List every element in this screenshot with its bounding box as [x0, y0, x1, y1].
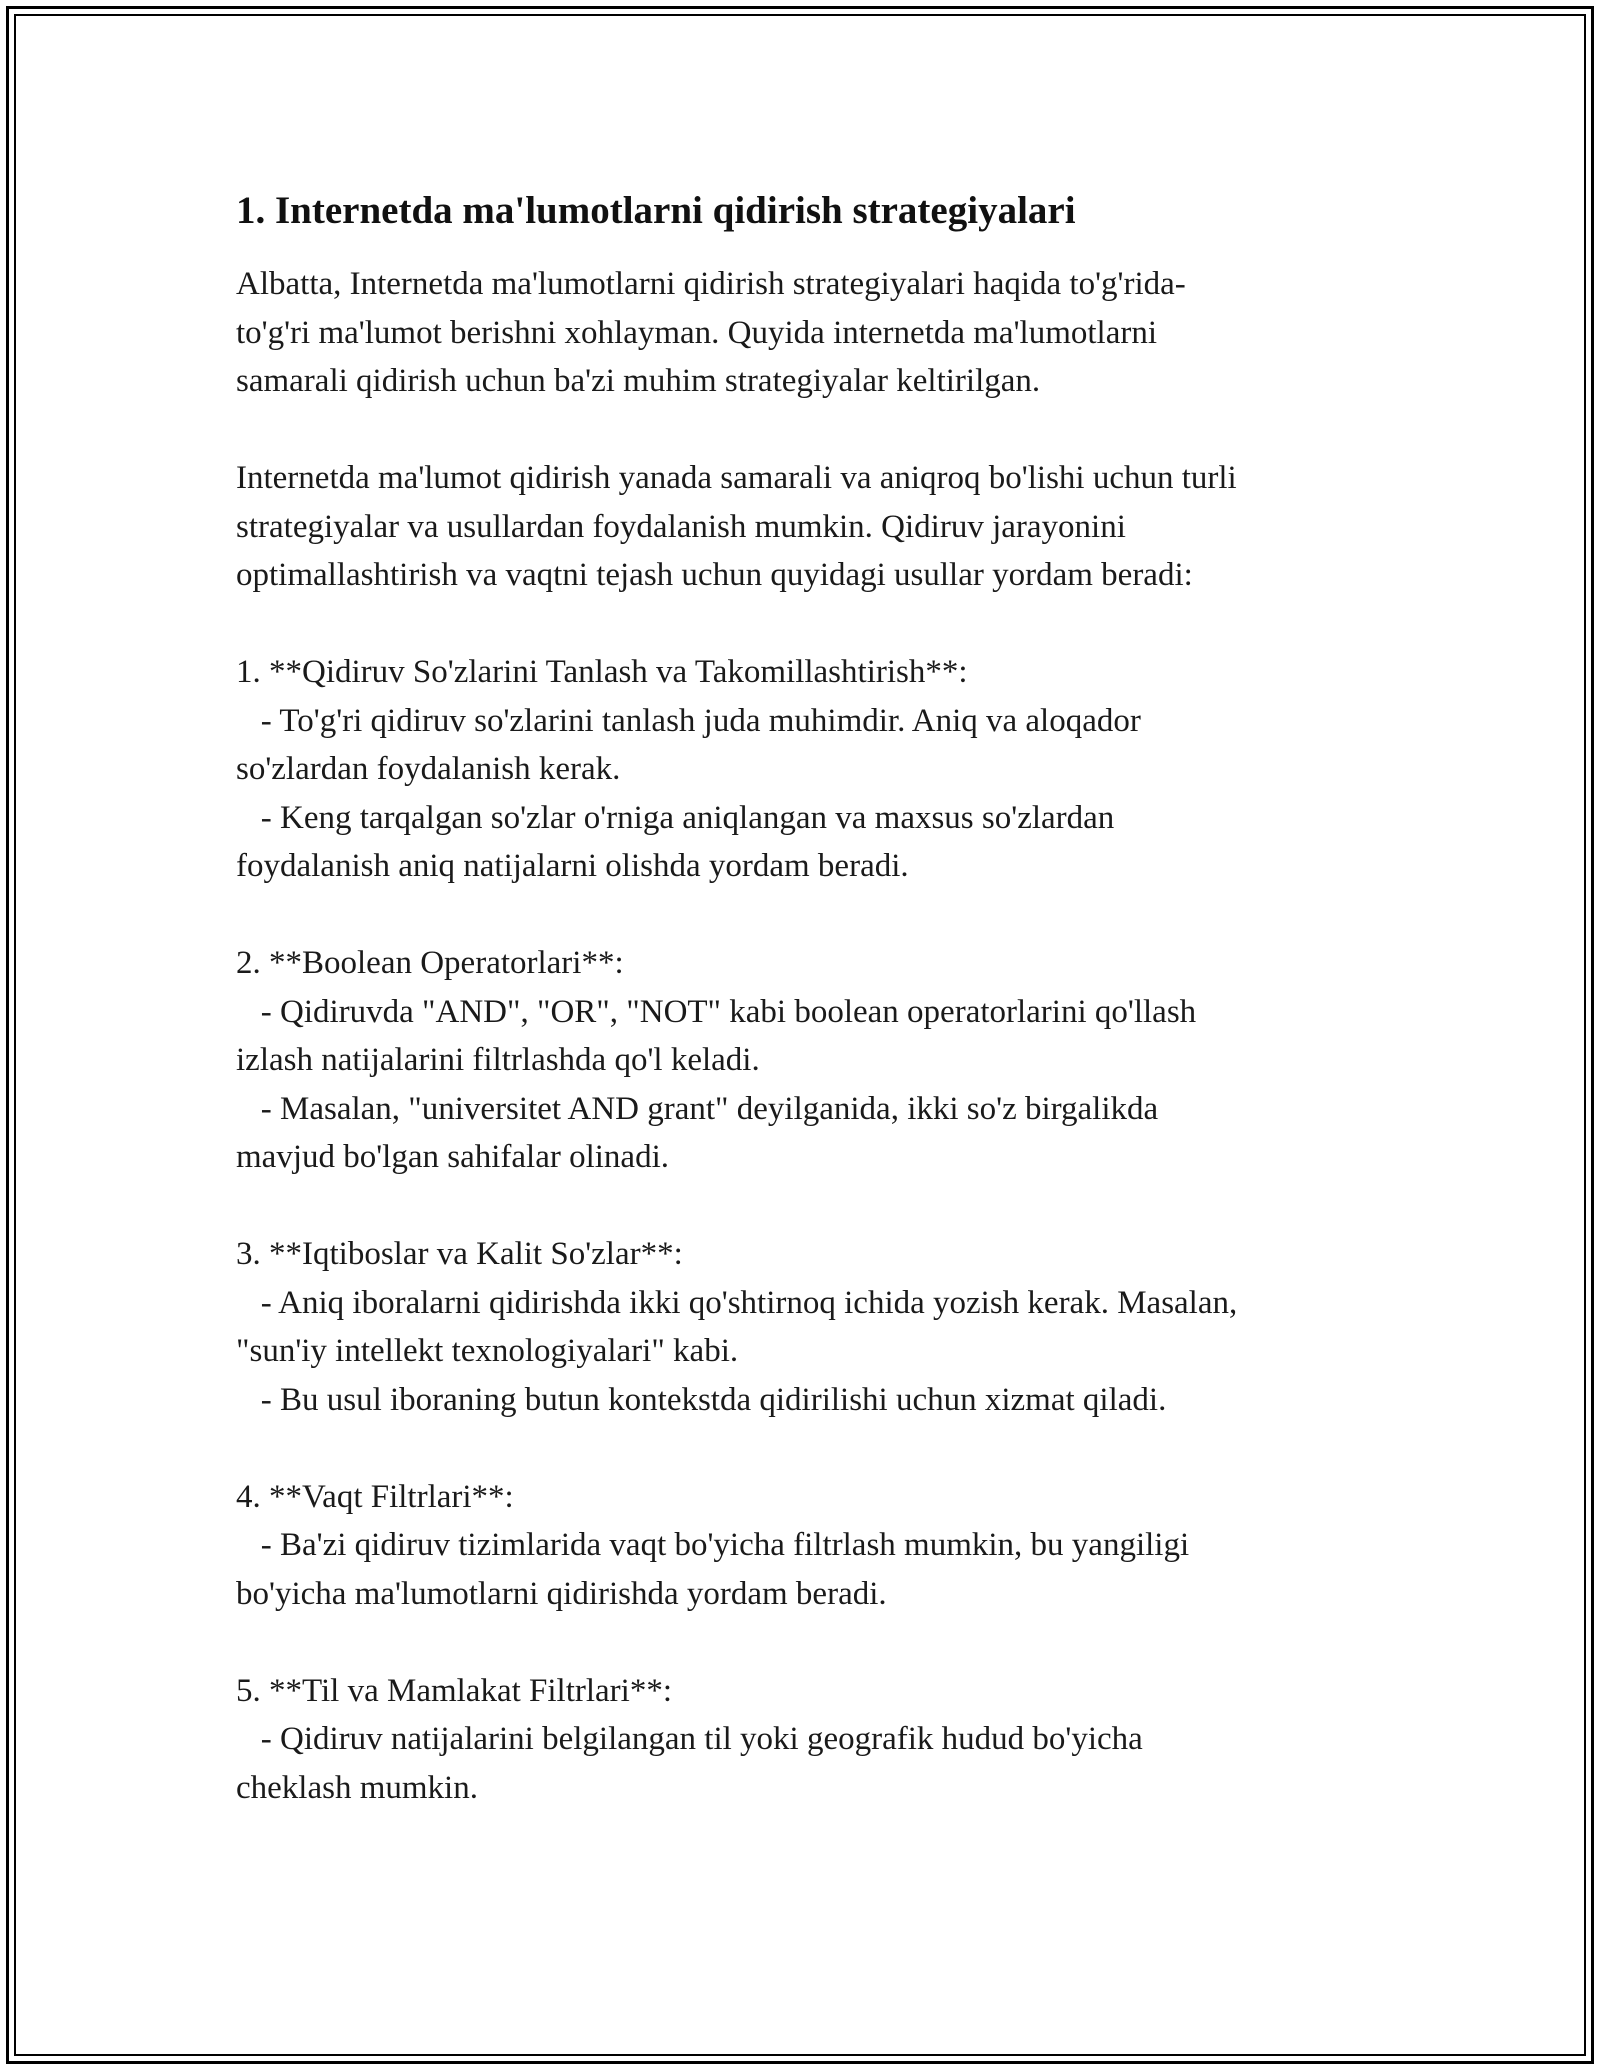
document-body	[236, 186, 1356, 1812]
strategy-section	[236, 1230, 1356, 1424]
strategy-section	[236, 648, 1356, 891]
document-title: 1. Internetda ma'lumotlarni qidirish strategiyalari	[236, 189, 1076, 232]
section-bullet: - To'g'ri qidiruv so'zlarini tanlash juda muhimdir. Aniq va aloqador so'zlardan foydalanish kerak.	[236, 702, 1141, 787]
strategy-section	[236, 939, 1356, 1182]
strategy-section	[236, 1667, 1356, 1813]
section-heading: 1. **Qidiruv So'zlarini Tanlash va Takomillashtirish**:	[236, 654, 968, 690]
section-bullet: - Qidiruv natijalarini belgilangan til yoki geografik hudud bo'yicha cheklash mumkin.	[236, 1721, 1143, 1806]
section-heading: 3. **Iqtiboslar va Kalit So'zlar**:	[236, 1236, 683, 1272]
section-heading: 5. **Til va Mamlakat Filtrlari**:	[236, 1672, 673, 1709]
section-bullet: - Masalan, "universitet AND grant" deyilganida, ikki so'z birgalikda mavjud bo'lgan sahifalar olinadi.	[236, 1090, 1159, 1175]
section-bullet: - Keng tarqalgan so'zlar o'rniga aniqlangan va maxsus so'zlardan foydalanish aniq natijalarni olishda yordam beradi.	[236, 799, 1115, 884]
section-bullet: - Aniq iboralarni qidirishda ikki qo'shtirnoq ichida yozish kerak. Masalan, "sun'iy intellekt texnologiyalari" kabi.	[236, 1284, 1238, 1369]
section-bullet: - Qidiruvda "AND", "OR", "NOT" kabi boolean operatorlarini qo'llash izlash natijalarini filtrlashda qo'l keladi.	[236, 993, 1197, 1078]
section-heading: 2. **Boolean Operatorlari**:	[236, 945, 624, 981]
strategy-section	[236, 1473, 1356, 1619]
intro-paragraph: Internetda ma'lumot qidirish yanada samarali va aniqroq bo'lishi uchun turli strategiyalar va usullardan foydalanish mumkin. Qidiruv jarayonini optimallashtirish va vaqtni tejash uchun quyidagi usullar yordam beradi:	[236, 460, 1237, 593]
section-bullet: - Bu usul iboraning butun kontekstda qidirilishi uchun xizmat qiladi.	[236, 1381, 1167, 1418]
section-heading: 4. **Vaqt Filtrlari**:	[236, 1478, 514, 1515]
section-bullet: - Ba'zi qidiruv tizimlarida vaqt bo'yicha filtrlash mumkin, bu yangiligi bo'yicha ma'lumotlarni qidirishda yordam beradi.	[236, 1527, 1190, 1612]
intro-paragraph: Albatta, Internetda ma'lumotlarni qidirish strategiyalari haqida to'g'rida- to'g'ri ma'lumot berishni xohlayman. Quyida internetda ma'lumotlarni samarali qidirish uchun ba'zi muhim strategiyalar keltirilgan.	[236, 266, 1186, 399]
